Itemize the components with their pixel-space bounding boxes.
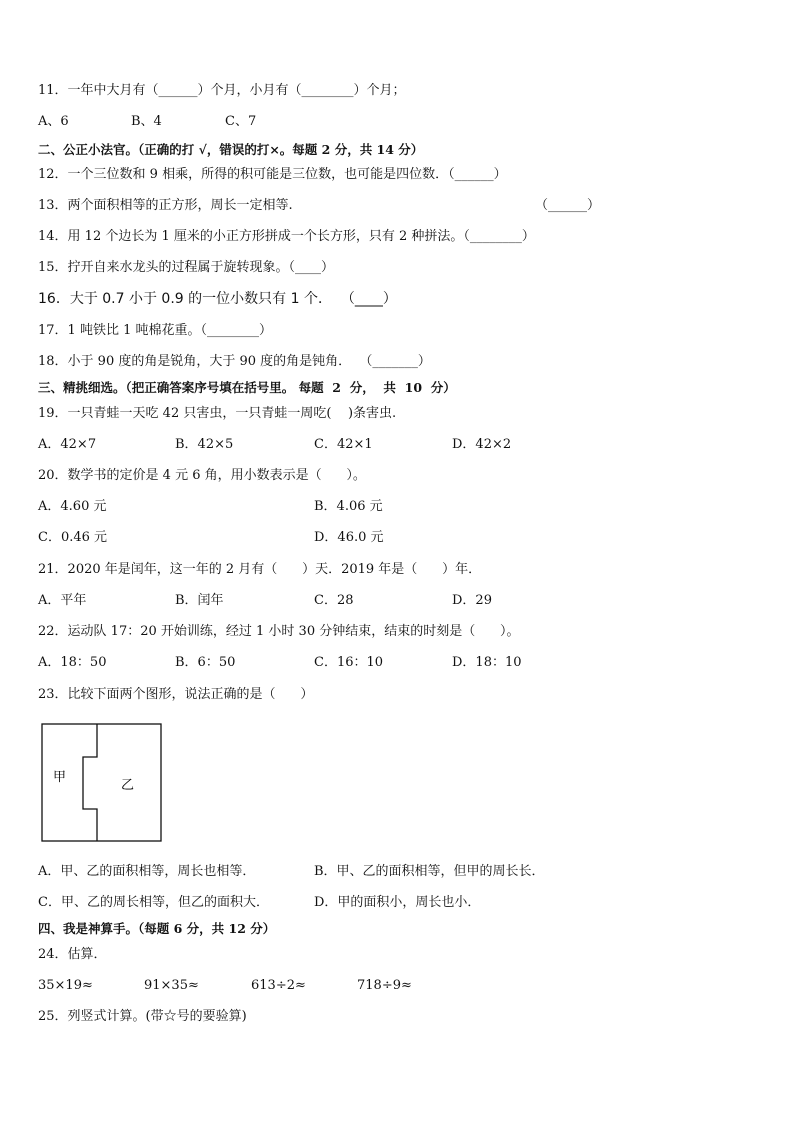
q20-option-d: D．46.0 元 — [314, 530, 384, 545]
q23-option-d: D．甲的面积小，周长也小． — [314, 895, 481, 910]
question-19: 19．一只青蛙一天吃 42 只害虫，一只青蛙一周吃( )条害虫. — [38, 406, 397, 421]
question-17: 17．1 吨铁比 1 吨棉花重。（________） — [38, 323, 272, 338]
shape-jia-label: 甲 — [53, 770, 67, 785]
question-23: 23．比较下面两个图形，说法正确的是（ ） — [38, 687, 314, 702]
question-12: 12．一个三位数和 9 相乘，所得的积可能是三位数，也可能是四位数．（______） — [38, 167, 507, 182]
section-4-heading: 四、我是神算手。（每题 6 分，共 12 分） — [38, 921, 276, 936]
q19-option-b: B．42×5 — [175, 437, 234, 452]
question-22: 22．运动队 17：20 开始训练，经过 1 小时 30 分钟结束，结束的时刻是（ ）。 — [38, 624, 520, 639]
question-13: 13．两个面积相等的正方形，周长一定相等. — [38, 198, 293, 213]
q22-option-d: D．18：10 — [452, 655, 522, 670]
q23-option-b: B．甲、乙的面积相等，但甲的周长长． — [314, 864, 545, 879]
question-20: 20．数学书的定价是 4 元 6 角，用小数表示是（ ）。 — [38, 468, 366, 483]
q24-item-2: 91×35≈ — [144, 978, 199, 993]
q21-option-a: A．平年 — [38, 593, 87, 608]
q21-option-c: C．28 — [314, 593, 354, 608]
question-15: 15．拧开自来水龙头的过程属于旋转现象。（____） — [38, 260, 335, 275]
q11-option-b: B、4 — [131, 114, 162, 129]
q22-option-b: B．6：50 — [175, 655, 236, 670]
section-2-heading: 二、公正小法官。（正确的打 √，错误的打×。每题 2 分，共 14 分） — [38, 142, 424, 157]
q23-option-c: C．甲、乙的周长相等，但乙的面积大． — [38, 895, 269, 910]
question-14: 14．用 12 个边长为 1 厘米的小正方形拼成一个长方形，只有 2 种拼法。（________） — [38, 229, 535, 244]
question-25: 25．列竖式计算。(带☆号的要验算) — [38, 1009, 247, 1024]
q23-option-a: A．甲、乙的面积相等，周长也相等． — [38, 864, 256, 879]
q20-option-c: C．0.46 元 — [38, 530, 108, 545]
q19-option-d: D．42×2 — [452, 437, 512, 452]
shapes-figure — [41, 723, 163, 843]
q24-item-1: 35×19≈ — [38, 978, 93, 993]
question-18: 18．小于 90 度的角是锐角，大于 90 度的角是钝角． （_______） — [38, 354, 431, 369]
shape-yi-label: 乙 — [121, 778, 135, 793]
q20-option-a: A．4.60 元 — [38, 499, 107, 514]
question-11: 11．一年中大月有（______）个月，小月有（________）个月； — [38, 83, 406, 98]
q21-option-d: D．29 — [452, 593, 492, 608]
section-3-heading: 三、精挑细选。（把正确答案序号填在括号里。 每题 2 分， 共 10 分） — [38, 380, 456, 395]
q19-option-a: A．42×7 — [38, 437, 97, 452]
q24-item-3: 613÷2≈ — [251, 978, 306, 993]
question-21: 21．2020 年是闰年，这一年的 2 月有（ ）天．2019 年是（ ）年． — [38, 562, 482, 577]
question-24: 24．估算． — [38, 947, 107, 962]
q24-item-4: 718÷9≈ — [357, 978, 412, 993]
question-13-blank: （______） — [535, 198, 601, 213]
q21-option-b: B．闰年 — [175, 593, 224, 608]
q22-option-a: A．18：50 — [38, 655, 107, 670]
q11-option-c: C、7 — [225, 114, 257, 129]
q20-option-b: B．4.06 元 — [314, 499, 383, 514]
q19-option-c: C．42×1 — [314, 437, 373, 452]
question-16: 16．大于 0.7 小于 0.9 的一位小数只有 1 个． （____） — [38, 291, 397, 307]
q11-option-a: A、6 — [38, 114, 69, 129]
q22-option-c: C．16：10 — [314, 655, 384, 670]
